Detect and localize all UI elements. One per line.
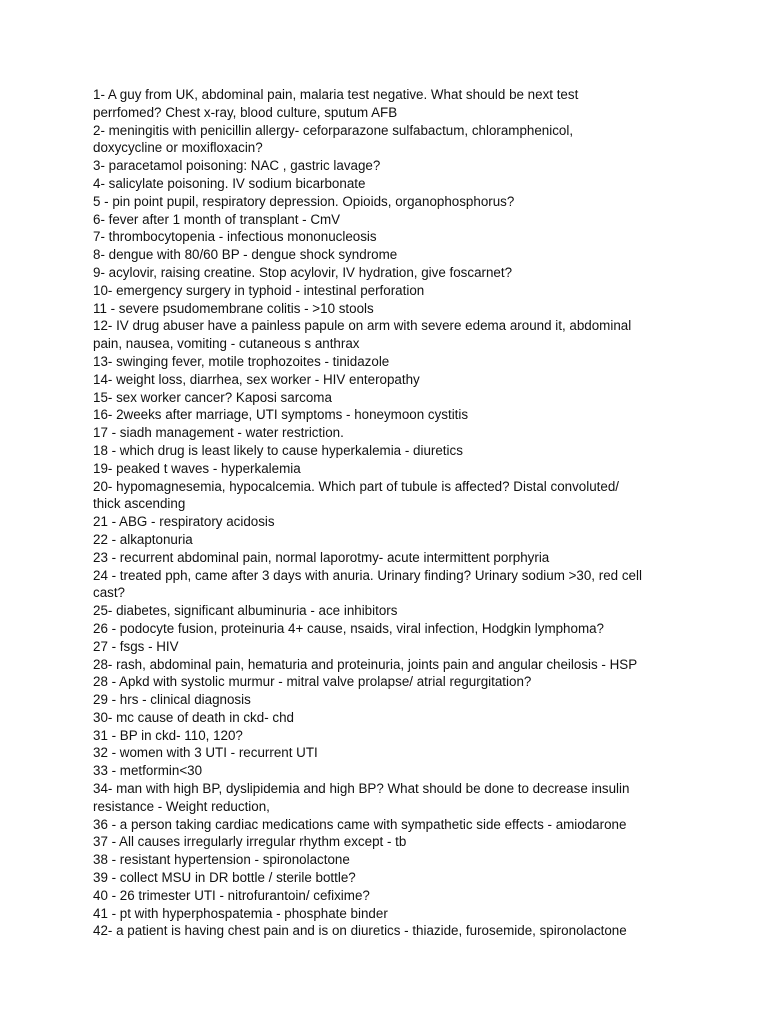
document-line: 39 - collect MSU in DR bottle / sterile bottle? [93,870,356,886]
document-line: 6- fever after 1 month of transplant - CmV [93,211,341,227]
document-line: 32 - women with 3 UTI - recurrent UTI [93,745,318,761]
document-line: thick ascending [93,496,186,512]
document-line: 10- emergency surgery in typhoid - intestinal perforation [93,282,425,298]
document-line: 19- peaked t waves - hyperkalemia [93,460,301,476]
document-line: 30- mc cause of death in ckd- chd [93,709,294,725]
document-line: 34- man with high BP, dyslipidemia and high BP? What should be done to decrease insulin [93,781,630,797]
document-line: 21 - ABG - respiratory acidosis [93,514,275,530]
document-line: 26 - podocyte fusion, proteinuria 4+ cause, nsaids, viral infection, Hodgkin lymphoma? [93,620,604,636]
document-line: 1- A guy from UK, abdominal pain, malaria test negative. What should be next test [93,87,579,102]
document-line: 3- paracetamol poisoning: NAC , gastric lavage? [93,158,381,174]
document-line: resistance - Weight reduction, [93,798,270,814]
document-line: 28 - Apkd with systolic murmur - mitral valve prolapse/ atrial regurgitation? [93,674,532,690]
document-line: 24 - treated pph, came after 3 days with anuria. Urinary finding? Urinary sodium >30, red cell [93,567,642,583]
document-line: 28- rash, abdominal pain, hematuria and proteinuria, joints pain and angular cheilosis - HSP [93,656,638,672]
document-line: 15- sex worker cancer? Kaposi sarcoma [93,389,332,405]
document-line: 40 - 26 trimester UTI - nitrofurantoin/ cefixime? [93,887,370,903]
document-line: 8- dengue with 80/60 BP - dengue shock syndrome [93,247,398,263]
document-line: 23 - recurrent abdominal pain, normal laporotmy- acute intermittent porphyria [93,549,550,565]
document-line: cast? [93,585,126,601]
document-line: 5 - pin point pupil, respiratory depression. Opioids, organophosphorus? [93,193,515,209]
document-line: 36 - a person taking cardiac medications came with sympathetic side effects - amiodarone [93,816,627,832]
document-line: 42- a patient is having chest pain and is on diuretics - thiazide, furosemide, spironolactone [93,923,627,939]
document-line: 4- salicylate poisoning. IV sodium bicarbonate [93,175,366,191]
document-line: 9- acylovir, raising creatine. Stop acylovir, IV hydration, give foscarnet? [93,264,513,280]
document-line: 41 - pt with hyperphospatemia - phosphate binder [93,905,388,921]
document-line: 27 - fsgs - HIV [93,638,179,654]
document-line: 11 - severe psudomembrane colitis - >10 stools [93,300,374,316]
document-line: perrfomed? Chest x-ray, blood culture, sputum AFB [93,104,398,120]
document-line: 2- meningitis with penicillin allergy- ceforparazone sulfabactum, chloramphenicol, [93,122,574,138]
document-line: 31 - BP in ckd- 110, 120? [93,727,243,743]
document-line: 14- weight loss, diarrhea, sex worker - HIV enteropathy [93,371,420,387]
document-line: 13- swinging fever, motile trophozoites - tinidazole [93,353,390,369]
document-line: doxycycline or moxifloxacin? [93,140,263,156]
document-line: 7- thrombocytopenia - infectious mononucleosis [93,229,377,245]
document-line: pain, nausea, vomiting - cutaneous s anthrax [93,336,360,352]
document-line: 37 - All causes irregularly irregular rhythm except - tb [93,834,407,850]
document-line: 38 - resistant hypertension - spironolactone [93,852,350,868]
document-text-body [93,86,693,940]
document-line: 33 - metformin<30 [93,763,203,779]
document-line: 18 - which drug is least likely to cause hyperkalemia - diuretics [93,442,463,458]
document-line: 25- diabetes, significant albuminuria - ace inhibitors [93,603,398,619]
document-line: 17 - siadh management - water restriction. [93,425,344,441]
document-line: 20- hypomagnesemia, hypocalcemia. Which part of tubule is affected? Distal convoluted/ [93,478,619,494]
document-line: 12- IV drug abuser have a painless papule on arm with severe edema around it, abdominal [93,318,632,334]
document-line: 29 - hrs - clinical diagnosis [93,692,251,708]
document-line: 16- 2weeks after marriage, UTI symptoms - honeymoon cystitis [93,407,469,423]
document-line: 22 - alkaptonuria [93,531,193,547]
